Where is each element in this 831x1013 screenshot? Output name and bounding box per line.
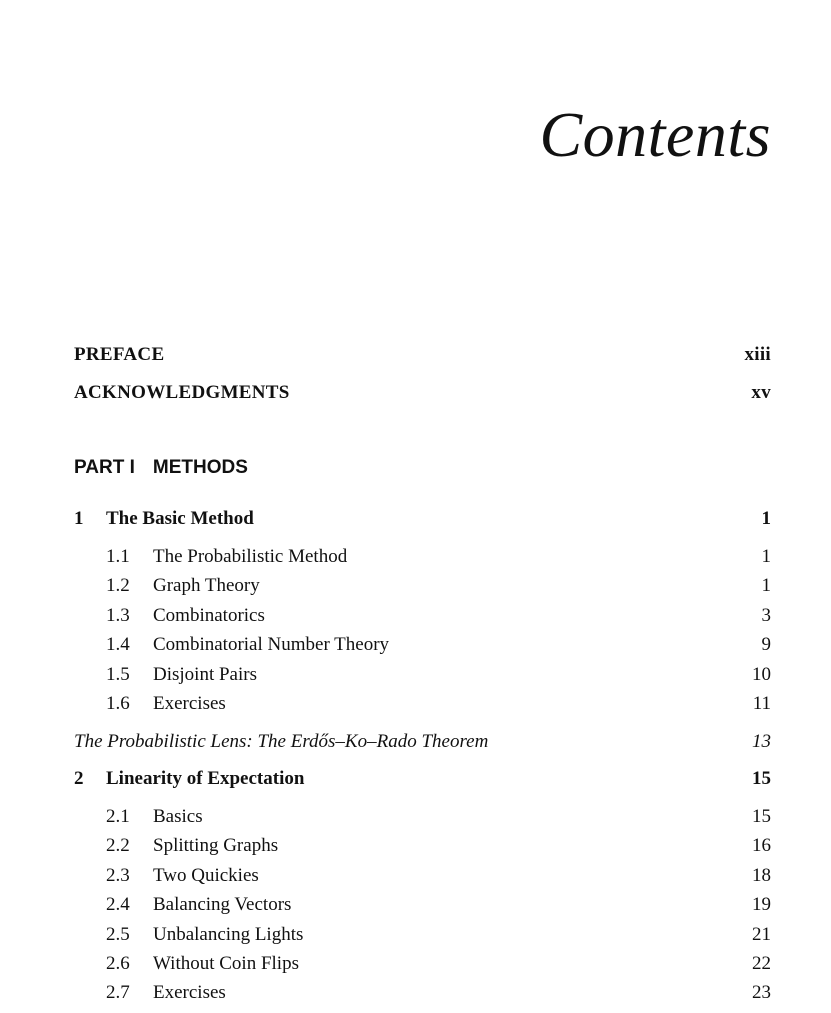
chapter-number: 2 bbox=[74, 768, 84, 789]
toc-section[interactable] bbox=[106, 693, 771, 715]
toc-section[interactable] bbox=[106, 575, 771, 597]
section-page: 22 bbox=[752, 953, 771, 974]
chapter-number: 1 bbox=[74, 508, 84, 529]
toc-entry-acknowledgments[interactable] bbox=[74, 382, 771, 404]
section-title: Splitting Graphs bbox=[153, 835, 279, 856]
part-number: PART I bbox=[74, 457, 135, 478]
section-number: 2.7 bbox=[106, 982, 130, 1003]
section-page: 9 bbox=[761, 634, 771, 655]
toc-probabilistic-lens[interactable] bbox=[74, 731, 771, 753]
toc-chapter-1[interactable] bbox=[74, 508, 771, 530]
lens-page: 13 bbox=[752, 731, 771, 752]
section-page: 23 bbox=[752, 982, 771, 1003]
part-heading bbox=[74, 457, 771, 479]
section-page: 18 bbox=[752, 865, 771, 886]
section-number: 1.2 bbox=[106, 575, 130, 596]
section-title: Exercises bbox=[153, 693, 226, 714]
chapter-title: The Basic Method bbox=[106, 508, 254, 529]
section-page: 21 bbox=[752, 924, 771, 945]
toc-section[interactable] bbox=[106, 894, 771, 916]
toc-section[interactable] bbox=[106, 546, 771, 568]
section-title: Combinatorial Number Theory bbox=[153, 634, 390, 655]
section-title: Without Coin Flips bbox=[153, 953, 299, 974]
entry-page: xv bbox=[751, 382, 771, 403]
toc-section[interactable] bbox=[106, 982, 771, 1004]
toc-section[interactable] bbox=[106, 924, 771, 946]
chapter-title: Linearity of Expectation bbox=[106, 768, 305, 789]
section-number: 1.3 bbox=[106, 605, 130, 626]
section-number: 2.6 bbox=[106, 953, 130, 974]
section-number: 2.2 bbox=[106, 835, 130, 856]
chapter-page: 15 bbox=[752, 768, 771, 789]
toc-section[interactable] bbox=[106, 865, 771, 887]
section-page: 1 bbox=[761, 546, 771, 567]
section-title: Disjoint Pairs bbox=[153, 664, 257, 685]
section-title: Basics bbox=[153, 806, 203, 827]
section-title: The Probabilistic Method bbox=[153, 546, 348, 567]
section-page: 19 bbox=[752, 894, 771, 915]
entry-page: xiii bbox=[744, 344, 771, 365]
page-title: Contents bbox=[539, 99, 771, 170]
section-title: Exercises bbox=[153, 982, 226, 1003]
section-page: 11 bbox=[752, 693, 771, 714]
section-number: 1.6 bbox=[106, 693, 130, 714]
toc-chapter-2[interactable] bbox=[74, 768, 771, 790]
section-number: 2.3 bbox=[106, 865, 130, 886]
entry-label: PREFACE bbox=[74, 344, 165, 365]
section-number: 1.4 bbox=[106, 634, 130, 655]
lens-title: The Probabilistic Lens: The Erdős–Ko–Rado Theorem bbox=[74, 731, 489, 752]
section-title: Combinatorics bbox=[153, 605, 265, 626]
toc-section[interactable] bbox=[106, 634, 771, 656]
section-number: 1.5 bbox=[106, 664, 130, 685]
section-title: Graph Theory bbox=[153, 575, 260, 596]
section-page: 10 bbox=[752, 664, 771, 685]
entry-label: ACKNOWLEDGMENTS bbox=[74, 382, 290, 403]
section-number: 1.1 bbox=[106, 546, 130, 567]
section-number: 2.1 bbox=[106, 806, 130, 827]
part-title: METHODS bbox=[152, 457, 248, 478]
toc-section[interactable] bbox=[106, 953, 771, 975]
section-page: 15 bbox=[752, 806, 771, 827]
toc-section[interactable] bbox=[106, 664, 771, 686]
toc-section[interactable] bbox=[106, 835, 771, 857]
section-number: 2.5 bbox=[106, 924, 130, 945]
section-page: 16 bbox=[752, 835, 771, 856]
toc-entry-preface[interactable] bbox=[74, 344, 771, 366]
section-number: 2.4 bbox=[106, 894, 130, 915]
toc-section[interactable] bbox=[106, 806, 771, 828]
toc-section[interactable] bbox=[106, 605, 771, 627]
chapter-page: 1 bbox=[761, 508, 771, 529]
section-title: Two Quickies bbox=[153, 865, 259, 886]
section-title: Unbalancing Lights bbox=[153, 924, 304, 945]
section-title: Balancing Vectors bbox=[153, 894, 292, 915]
section-page: 3 bbox=[761, 605, 771, 626]
section-page: 1 bbox=[761, 575, 771, 596]
